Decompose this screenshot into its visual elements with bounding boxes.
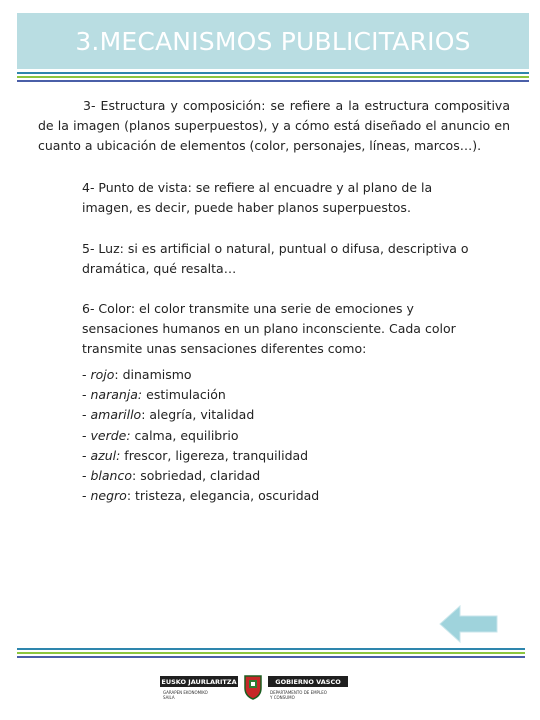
paragraph-punto-de-vista: 4- Punto de vista: se refiere al encuadre y al plano de la imagen, es decir, puede haber planos superpuestos. <box>82 180 433 215</box>
department-right-line: Y CONSUMO <box>270 695 295 700</box>
header-stripe-green <box>17 76 529 78</box>
department-left-line: GARAPEN EKONOMIKO <box>163 690 208 695</box>
color-name: naranja: <box>90 387 143 403</box>
eusko-jaurlaritza-logo <box>160 676 238 687</box>
footer-stripe-navy <box>17 656 525 658</box>
page-title: 3.MECANISMOS PUBLICITARIOS <box>75 26 471 56</box>
color-description: frescor, ligereza, tranquilidad <box>124 447 309 463</box>
logo-right-text: GOBIERNO VASCO <box>275 677 341 686</box>
separator: : <box>126 488 136 504</box>
color-description: estimulación <box>146 387 226 403</box>
page-title-bar <box>17 13 529 69</box>
list-item: - verde: calma, equilibrio <box>82 427 239 443</box>
left-arrow-icon <box>438 604 500 644</box>
color-description: calma, equilibrio <box>134 427 239 443</box>
list-item: - azul: frescor, ligereza, tranquilidad <box>82 447 309 463</box>
coat-of-arms-icon <box>243 674 263 700</box>
color-name: azul: <box>90 447 121 463</box>
list-item: - negro: tristeza, elegancia, oscuridad <box>82 488 320 504</box>
paragraph-color: 6- Color: el color transmite una serie de emociones y sensaciones humanos en un plano inconsciente. Cada color transmite unas sensaciones diferentes como: <box>82 301 456 356</box>
list-item: - naranja: estimulación <box>82 387 226 403</box>
header-stripe-navy <box>17 80 529 82</box>
department-left-line: SAILA <box>163 695 175 700</box>
color-name: blanco <box>90 468 132 484</box>
color-name: negro <box>90 488 127 504</box>
list-item: - blanco: sobriedad, claridad <box>82 468 261 484</box>
paragraph-luz: 5- Luz: si es artificial o natural, puntual o difusa, descriptiva o dramática, qué resalta… <box>82 241 469 276</box>
color-name: amarillo <box>90 407 142 423</box>
color-name: rojo <box>90 367 115 382</box>
department-right-line: DEPARTAMENTO DE EMPLEO <box>270 690 327 695</box>
list-item: - amarillo: alegría, vitalidad <box>82 407 255 423</box>
footer-stripe-blue <box>17 648 525 650</box>
separator: : <box>114 367 123 382</box>
color-description: sobriedad, claridad <box>140 468 261 484</box>
color-description: dinamismo <box>122 367 192 382</box>
department-left <box>163 690 208 700</box>
list-item: - rojo: dinamismo <box>82 367 192 382</box>
logo-left-text: EUSKO JAURLARITZA <box>161 677 237 686</box>
color-description: tristeza, elegancia, oscuridad <box>135 488 320 504</box>
header-stripe-blue <box>17 72 529 74</box>
color-name: verde: <box>90 427 131 443</box>
paragraph-estructura: 3- Estructura y composición: se refiere a la estructura compositiva de la imagen (planos superpuestos), y a cómo está diseñado el anuncio en cuanto a ubicación de elementos (color, personajes, líneas, marcos…). <box>38 98 510 153</box>
department-right <box>270 690 327 700</box>
gobierno-vasco-logo <box>268 676 348 687</box>
separator: : <box>141 407 150 423</box>
back-arrow-button[interactable] <box>438 604 500 644</box>
separator: : <box>132 468 141 484</box>
color-description: alegría, vitalidad <box>149 407 255 423</box>
footer-stripe-green <box>17 652 525 654</box>
color-meaning-list <box>82 365 319 506</box>
